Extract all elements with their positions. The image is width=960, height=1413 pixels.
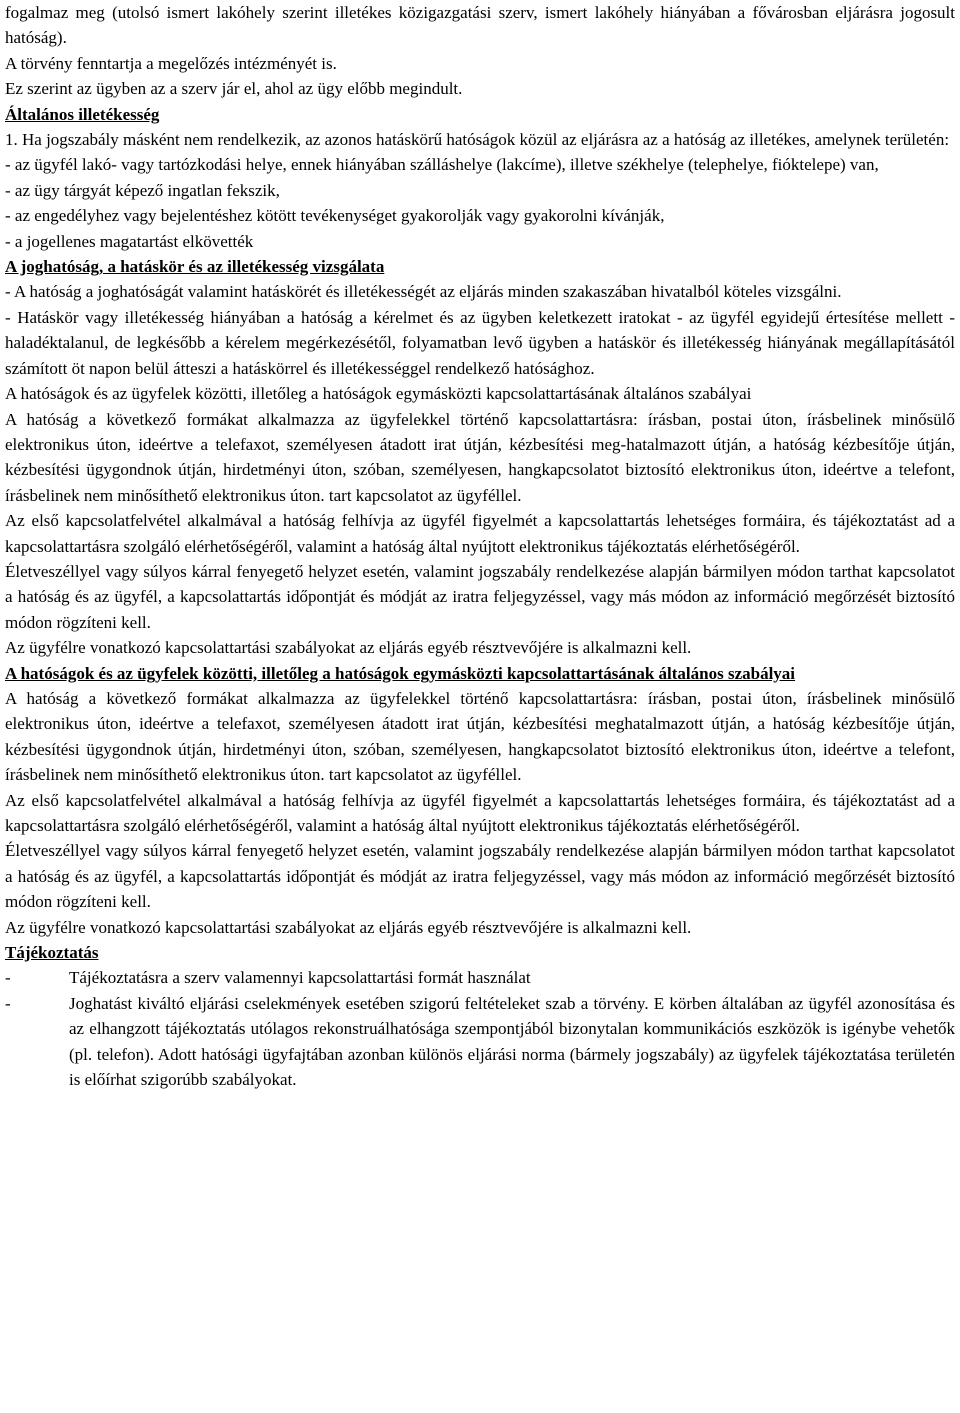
list-item-residence: - az ügyfél lakó- vagy tartózkodási helye, ennek hiányában szálláshelye (lakcíme), illetve székhelye (telephelye, fióktelepe) van, bbox=[5, 155, 879, 175]
paragraph-contact-rules-title: A hatóságok és az ügyfelek közötti, illetőleg a hatóságok egymásközti kapcsolattartásának általános szabályai bbox=[5, 384, 752, 404]
paragraph-contact-forms: A hatóság a következő formákat alkalmazza az ügyfelekkel történő kapcsolattartásra: írásban, postai úton, írásbelinek minősülő elektronikus úton, ideértve a telefaxot, személyesen átadott irat útján, kézbesítési meg-hatalmazott útján, a hatóság kézbesítője útján, kézbesítési ügygondnok útján, hirdetményi úton, szóban, személyesen, hangkapcsolatot biztosító elektronikus úton, ideértve a telefont, írásbelinek nem minősíthető elektronikus úton. tart kapcsolatot az ügyféllel. bbox=[5, 409, 955, 505]
list-dash: - bbox=[5, 968, 11, 988]
list-dash: - bbox=[5, 993, 11, 1013]
paragraph-first-contact-repeat: Az első kapcsolatfelvétel alkalmával a hatóság felhívja az ügyfél figyelmét a kapcsolattartás lehetséges formáira, és tájékoztatást ad a kapcsolattartásra szolgáló elérhetőségéről, valamint a hatóság által nyújtott elektronikus tájékoztatás elérhetőségéről. bbox=[5, 790, 955, 835]
paragraph-jurisdiction-fallback: fogalmaz meg (utolsó ismert lakóhely szerint illetékes közigazgatási szerv, ismert lakóhely hiányában a fővárosban eljárásra jogosult hatóság). bbox=[5, 3, 955, 48]
paragraph-emergency-contact: Életveszéllyel vagy súlyos kárral fenyegető helyzet esetén, valamint jogszabály rendelkezése alapján bármilyen módon tarthat kapcsolatot a hatóság és az ügyfél, a kapcsolattartás időpontját és módját az iratra feljegyzéssel, vagy más módon az információ megőrzését biztosító módon rögzíteni kell. bbox=[5, 561, 955, 632]
heading-jurisdiction-review: A joghatóság, a hatáskör és az illetékesség vizsgálata bbox=[5, 257, 385, 277]
list-item-property: - az ügy tárgyát képező ingatlan fekszik, bbox=[5, 180, 280, 200]
heading-information: Tájékoztatás bbox=[5, 943, 99, 963]
paragraph-competence-rule: 1. Ha jogszabály másként nem rendelkezik, az azonos hatáskörű hatóságok közül az eljárásra az a hatóság az illetékes, amelynek területén: bbox=[5, 130, 950, 150]
paragraph-prevention: A törvény fenntartja a megelőzés intézményét is. bbox=[5, 53, 337, 73]
paragraph-prevention-rule: Ez szerint az ügyben az a szerv jár el, ahol az ügy előbb megindult. bbox=[5, 79, 463, 99]
paragraph-emergency-contact-repeat: Életveszéllyel vagy súlyos kárral fenyegető helyzet esetén, valamint jogszabály rendelkezése alapján bármilyen módon tarthat kapcsolatot a hatóság és az ügyfél, a kapcsolattartás időpontját és módját az iratra feljegyzéssel, vagy más módon az információ megőrzését biztosító módon rögzíteni kell. bbox=[5, 841, 955, 912]
list-item-text: Tájékoztatásra a szerv valamennyi kapcsolattartási formát használat bbox=[69, 968, 531, 988]
list-item-text: Joghatást kiváltó eljárási cselekmények esetében szigorú feltételeket szab a törvény. E körben általában az ügyfél azonosítása és az elhangzott tájékoztatás utólagos rekonstruálhatósága szempontjából bizonytalan kommunikációs eszközök is igénybe vehetők (pl. telefon). Adott hatósági ügyfajtában azonban különös eljárási norma (bármely jogszabály) az ügyfelek tájékoztatása területén is előírhat szigorúbb szabályokat. bbox=[69, 993, 955, 1090]
paragraph-review-duty: - A hatóság a joghatóságát valamint hatáskörét és illetékességét az eljárás minden szakaszában hivatalból köteles vizsgálni. bbox=[5, 282, 842, 302]
list-item-activity: - az engedélyhez vagy bejelentéshez kötött tevékenységet gyakorolják vagy gyakorolni kívánják, bbox=[5, 206, 665, 226]
paragraph-transfer-rule: - Hatáskör vagy illetékesség hiányában a hatóság a kérelmet és az ügyben keletkezett iratokat - az ügyfél egyidejű értesítése mellett - haladéktalanul, de legkésőbb a kérelem megérkezésétől, folyamatban levő ügyben a hatáskör és illetékesség hiányának megállapításától számított öt napon belül átteszi a hatáskörrel és illetékességgel rendelkező hatósághoz. bbox=[5, 307, 955, 378]
list-item-conduct: - a jogellenes magatartást elkövették bbox=[5, 231, 254, 251]
heading-contact-rules: A hatóságok és az ügyfelek közötti, illetőleg a hatóságok egymásközti kapcsolattartásának általános szabályai bbox=[5, 663, 796, 683]
paragraph-first-contact: Az első kapcsolatfelvétel alkalmával a hatóság felhívja az ügyfél figyelmét a kapcsolattartás lehetséges formáira, és tájékoztatást ad a kapcsolattartásra szolgáló elérhetőségéről, valamint a hatóság által nyújtott elektronikus tájékoztatás elérhetőségéről. bbox=[5, 511, 955, 556]
paragraph-other-participants-repeat: Az ügyfélre vonatkozó kapcsolattartási szabályokat az eljárás egyéb résztvevőjére is alkalmazni kell. bbox=[5, 917, 692, 937]
paragraph-other-participants: Az ügyfélre vonatkozó kapcsolattartási szabályokat az eljárás egyéb résztvevőjére is alkalmazni kell. bbox=[5, 638, 692, 658]
list-item-information-forms bbox=[5, 965, 955, 990]
list-item-legal-effect bbox=[5, 991, 955, 1093]
heading-general-competence: Általános illetékesség bbox=[5, 104, 160, 124]
paragraph-contact-forms-repeat: A hatóság a következő formákat alkalmazza az ügyfelekkel történő kapcsolattartásra: írásban, postai úton, írásbelinek minősülő elektronikus úton, ideértve a telefaxot, személyesen átadott irat útján, kézbesítési meghatalmazott útján, a hatóság kézbesítője útján, kézbesítési ügygondnok útján, hirdetményi úton, szóban, személyesen, hangkapcsolatot biztosító elektronikus úton, ideértve a telefont, írásbelinek nem minősíthető elektronikus úton. tart kapcsolatot az ügyféllel. bbox=[5, 688, 955, 785]
